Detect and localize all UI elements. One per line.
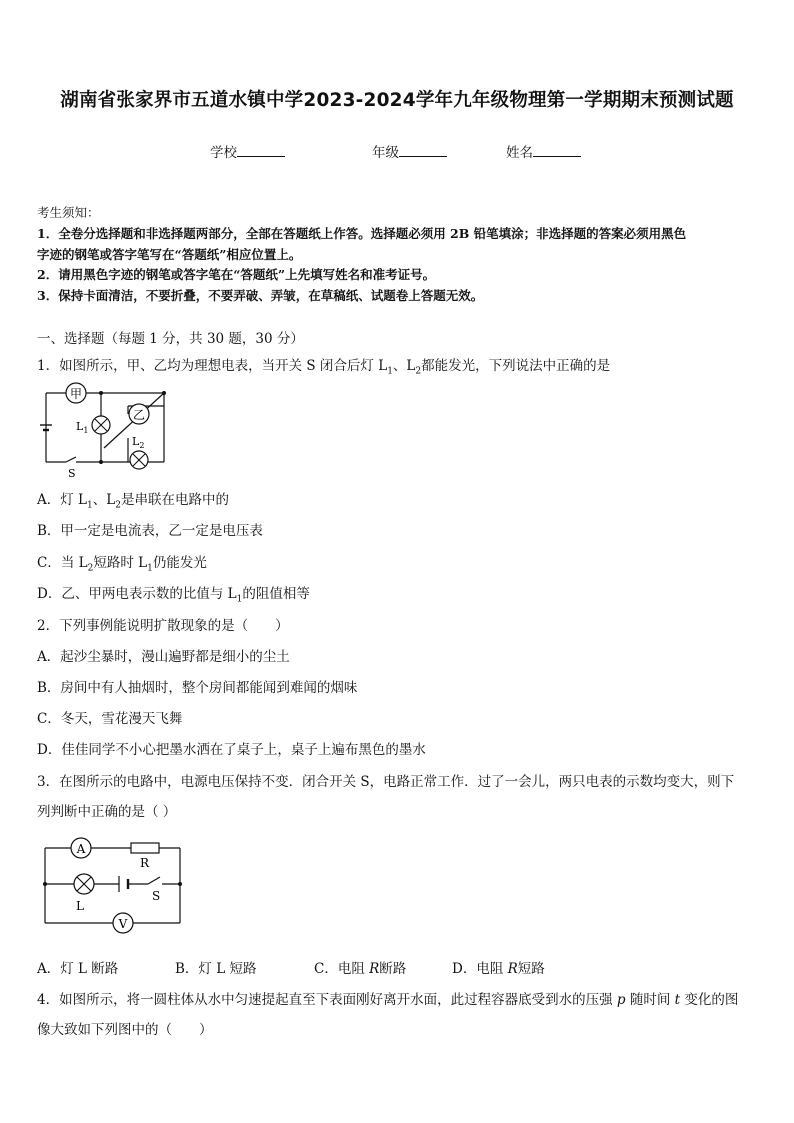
notice-item-1-line-2: 字迹的钢笔或答字笔写在“答题纸”相应位置上。 [37, 247, 302, 262]
notice-heading: 考生须知： [37, 205, 100, 220]
notice-item-2: 2．请用黑色字迹的钢笔或答字笔在“答题纸”上先填写姓名和准考证号。 [37, 267, 436, 282]
q4-stem-line-1: 4．如图所示，将一圆柱体从水中匀速提起直至下表面刚好离开水面，此过程容器底受到水的压强 p 随时间 t 变化的图 [37, 992, 739, 1008]
q1-lamp2-label: $L_2$ [132, 435, 145, 450]
q1-option-a[interactable]: A．灯 $L_1$、$L_2$是串联在电路中的 [37, 492, 229, 511]
q3-option-d[interactable]: D．电阻 R短路 [452, 961, 545, 977]
q1-switch-label: S [68, 467, 76, 480]
name-field [506, 141, 581, 161]
q1-stem-b: 、L [392, 358, 416, 374]
grade-label: 年级 [372, 145, 399, 161]
q2-option-c[interactable]: C．冬天，雪花漫天飞舞 [37, 711, 183, 727]
grade-field [372, 141, 447, 161]
q1-option-c[interactable]: C．当 $L_2$短路时 $L_1$仍能发光 [37, 555, 207, 574]
q4-stem-line-2: 像大致如下列图中的（ ） [37, 1022, 213, 1038]
notice-item-3: 3．保持卡面清洁，不要折叠，不要弄破、弄皱，在草稿纸、试题卷上答题无效。 [37, 288, 484, 303]
q1-stem-sub1: 1 [387, 366, 393, 377]
q3-option-b[interactable]: B．灯 L 短路 [175, 961, 257, 977]
notice-item-1-line-1: 1．全卷分选择题和非选择题两部分，全部在答题纸上作答。选择题必须用 2B 铅笔填涂；非选择题的答案必须用黑色 [37, 226, 687, 241]
grade-blank[interactable] [399, 144, 447, 157]
school-field [210, 141, 285, 161]
q1-stem-a: 1．如图所示，甲、乙均为理想电表，当开关 S 闭合后灯 L [37, 358, 388, 374]
q3-option-a[interactable]: A．灯 L 断路 [37, 961, 119, 977]
q3-voltmeter-label: V [118, 917, 128, 931]
q1-option-d[interactable]: D．乙、甲两电表示数的比值与 $L_1$的阻值相等 [37, 586, 310, 605]
q1-meter-yi-label: 乙 [132, 408, 146, 422]
q1-lamp1-label: $L_1$ [76, 420, 89, 435]
name-label: 姓名 [506, 145, 533, 161]
q3-circuit-diagram [38, 834, 188, 938]
school-label: 学校 [210, 145, 237, 161]
section-heading: 一、选择题（每题 1 分，共 30 题，30 分） [37, 331, 304, 347]
q1-circuit-diagram [36, 378, 176, 480]
q3-stem-line-2: 列判断中正确的是（ ） [37, 804, 177, 820]
q1-stem [37, 354, 610, 377]
q2-option-d[interactable]: D．佳佳同学不小心把墨水洒在了桌子上，桌子上遍布黑色的墨水 [37, 742, 426, 758]
q1-meter-jia-label: 甲 [69, 387, 83, 401]
name-blank[interactable] [533, 144, 581, 157]
q3-ammeter-label: A [76, 842, 86, 856]
page-title: 湖南省张家界市五道水镇中学2023-2024学年九年级物理第一学期期末预测试题 [60, 90, 734, 111]
q1-stem-c: 都能发光，下列说法中正确的是 [421, 358, 611, 374]
q3-resistor-label: R [140, 856, 150, 870]
q2-option-b[interactable]: B．房间中有人抽烟时，整个房间都能闻到难闻的烟味 [37, 680, 358, 696]
q2-option-a[interactable]: A．起沙尘暴时，漫山遍野都是细小的尘土 [37, 649, 290, 665]
q3-switch-label: S [152, 889, 161, 903]
q3-stem-line-1: 3．在图所示的电路中，电源电压保持不变．闭合开关 S，电路正常工作．过了一会儿，两只电表的示数均变大，则下 [37, 774, 735, 790]
q1-stem-sub2: 2 [415, 366, 422, 377]
q1-option-b[interactable]: B．甲一定是电流表，乙一定是电压表 [37, 523, 263, 539]
school-blank[interactable] [237, 144, 285, 157]
q3-lamp-label: L [76, 899, 84, 913]
q2-stem: 2．下列事例能说明扩散现象的是（ ） [37, 618, 289, 634]
q3-option-c[interactable]: C．电阻 R断路 [314, 961, 407, 977]
